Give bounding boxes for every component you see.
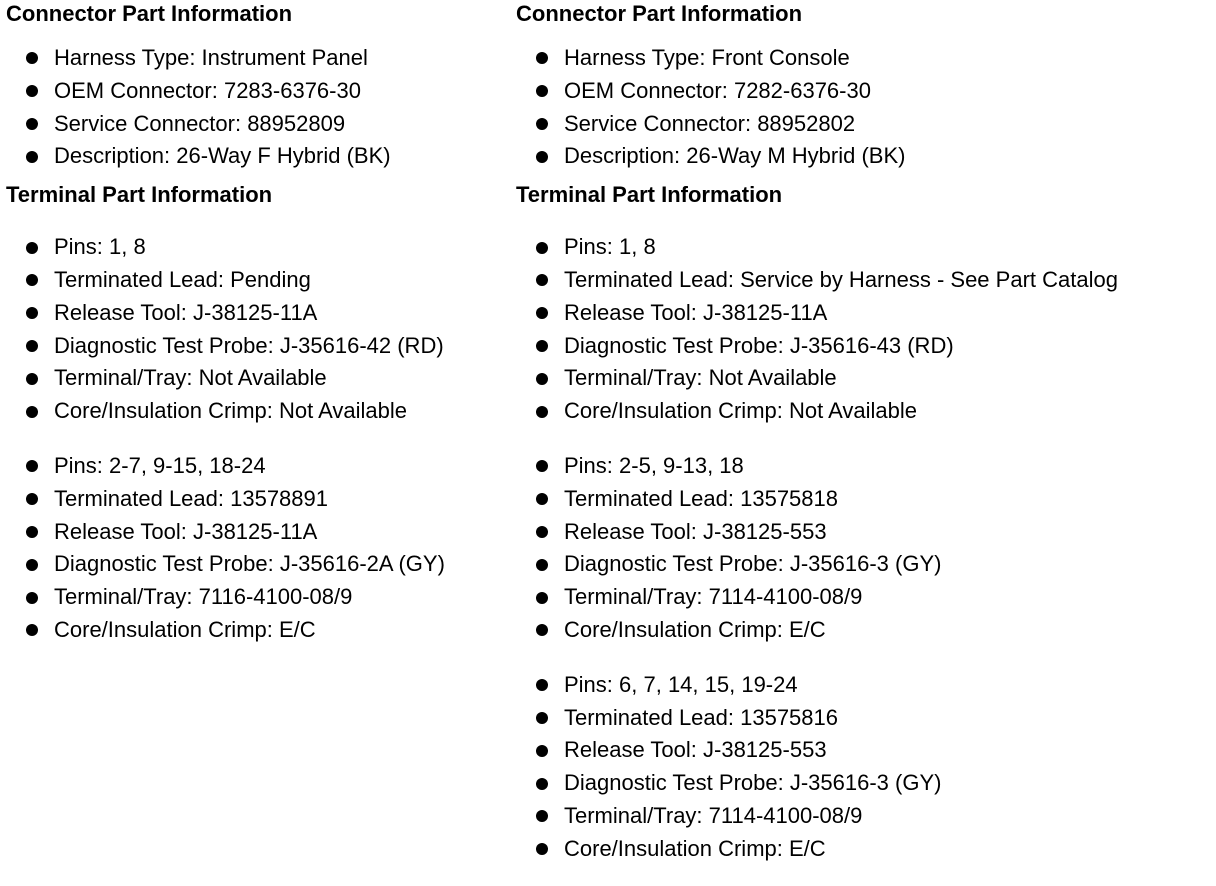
list-item-text: Release Tool: J-38125-11A bbox=[564, 299, 828, 325]
list-item-text: Diagnostic Test Probe: J-35616-3 (GY) bbox=[564, 770, 942, 796]
list-item-text: Service Connector: 88952802 bbox=[564, 110, 856, 136]
list-item bbox=[516, 702, 1214, 735]
bullet-icon bbox=[536, 406, 548, 418]
list-item bbox=[516, 362, 1214, 395]
bullet-icon bbox=[536, 242, 548, 254]
list-item bbox=[6, 614, 511, 647]
connector-list bbox=[6, 42, 511, 173]
list-item bbox=[516, 833, 1214, 866]
list-item-text: Release Tool: J-38125-553 bbox=[564, 737, 827, 763]
bullet-icon bbox=[26, 340, 38, 352]
bullet-icon bbox=[26, 373, 38, 385]
bullet-icon bbox=[26, 274, 38, 286]
list-item-text: Terminal/Tray: 7116-4100-08/9 bbox=[54, 584, 353, 610]
list-item bbox=[6, 264, 511, 297]
list-item-text: Release Tool: J-38125-11A bbox=[54, 518, 318, 544]
list-item bbox=[516, 669, 1214, 702]
list-item bbox=[6, 108, 511, 141]
list-item bbox=[516, 581, 1214, 614]
list-item-text: Description: 26-Way F Hybrid (BK) bbox=[54, 143, 391, 169]
terminal-list bbox=[516, 669, 1214, 866]
bullet-icon bbox=[536, 559, 548, 571]
bullet-icon bbox=[536, 307, 548, 319]
bullet-icon bbox=[26, 559, 38, 571]
bullet-icon bbox=[536, 778, 548, 790]
list-item-text: Harness Type: Instrument Panel bbox=[54, 45, 368, 70]
bullet-icon bbox=[26, 151, 38, 163]
list-item bbox=[6, 548, 511, 581]
bullet-icon bbox=[26, 406, 38, 418]
bullet-icon bbox=[26, 592, 38, 604]
list-item-text: Core/Insulation Crimp: Not Available bbox=[54, 398, 407, 424]
list-item bbox=[6, 330, 511, 363]
bullet-icon bbox=[26, 460, 38, 472]
list-item-text: OEM Connector: 7282-6376-30 bbox=[564, 77, 871, 103]
list-item-text: Core/Insulation Crimp: E/C bbox=[564, 616, 826, 642]
bullet-icon bbox=[26, 624, 38, 636]
list-item bbox=[516, 75, 1214, 108]
list-item bbox=[6, 395, 511, 428]
terminal-list bbox=[516, 450, 1214, 647]
list-item bbox=[516, 108, 1214, 141]
list-item-text: Terminal/Tray: Not Available bbox=[54, 365, 327, 391]
list-item bbox=[516, 231, 1214, 264]
right-column bbox=[516, 0, 1214, 866]
bullet-icon bbox=[536, 151, 548, 163]
list-item-text: Pins: 2-7, 9-15, 18-24 bbox=[54, 452, 266, 478]
list-item-text: Description: 26-Way M Hybrid (BK) bbox=[564, 143, 906, 169]
list-item-text: Diagnostic Test Probe: J-35616-3 (GY) bbox=[564, 551, 942, 577]
bullet-icon bbox=[536, 810, 548, 822]
list-item bbox=[6, 483, 511, 516]
bullet-icon bbox=[536, 526, 548, 538]
bullet-icon bbox=[536, 592, 548, 604]
list-item-text: Core/Insulation Crimp: E/C bbox=[54, 616, 316, 642]
list-item bbox=[6, 75, 511, 108]
list-item bbox=[6, 42, 511, 75]
list-item-text: Terminated Lead: 13575818 bbox=[564, 485, 838, 511]
list-item bbox=[516, 264, 1214, 297]
bullet-icon bbox=[536, 340, 548, 352]
bullet-icon bbox=[26, 118, 38, 130]
bullet-icon bbox=[536, 624, 548, 636]
list-item bbox=[516, 450, 1214, 483]
terminal-heading: Terminal Part Information bbox=[516, 182, 783, 208]
list-item-text: Pins: 2-5, 9-13, 18 bbox=[564, 452, 744, 478]
list-item-text: Release Tool: J-38125-11A bbox=[54, 299, 318, 325]
list-item-text: Service Connector: 88952809 bbox=[54, 110, 346, 136]
list-item bbox=[516, 395, 1214, 428]
bullet-icon bbox=[26, 493, 38, 505]
list-item bbox=[6, 450, 511, 483]
bullet-icon bbox=[536, 85, 548, 97]
list-item-text: Terminated Lead: Pending bbox=[54, 266, 311, 292]
bullet-icon bbox=[536, 712, 548, 724]
bullet-icon bbox=[536, 460, 548, 472]
terminal-heading: Terminal Part Information bbox=[6, 182, 273, 208]
bullet-icon bbox=[26, 85, 38, 97]
list-item bbox=[6, 140, 511, 173]
bullet-icon bbox=[536, 745, 548, 757]
list-item-text: Diagnostic Test Probe: J-35616-2A (GY) bbox=[54, 551, 445, 577]
list-item bbox=[6, 362, 511, 395]
list-item bbox=[516, 614, 1214, 647]
list-item bbox=[516, 483, 1214, 516]
list-item-text: Pins: 1, 8 bbox=[564, 234, 656, 260]
list-item bbox=[516, 734, 1214, 767]
bullet-icon bbox=[26, 526, 38, 538]
connector-heading: Connector Part Information bbox=[516, 1, 803, 26]
bullet-icon bbox=[536, 843, 548, 855]
list-item-text: Terminal/Tray: 7114-4100-08/9 bbox=[564, 584, 863, 610]
list-item-text: Release Tool: J-38125-553 bbox=[564, 518, 827, 544]
list-item bbox=[6, 297, 511, 330]
list-item-text: Core/Insulation Crimp: E/C bbox=[564, 835, 826, 861]
terminal-list bbox=[516, 231, 1214, 428]
list-item bbox=[6, 581, 511, 614]
list-item bbox=[516, 516, 1214, 549]
list-item bbox=[516, 767, 1214, 800]
bullet-icon bbox=[536, 493, 548, 505]
list-item-text: Diagnostic Test Probe: J-35616-43 (RD) bbox=[564, 332, 954, 358]
list-item bbox=[516, 800, 1214, 833]
terminal-list bbox=[6, 231, 511, 428]
list-item-text: Pins: 1, 8 bbox=[54, 234, 146, 260]
connector-list bbox=[516, 42, 1214, 173]
bullet-icon bbox=[536, 679, 548, 691]
bullet-icon bbox=[536, 274, 548, 286]
list-item-text: OEM Connector: 7283-6376-30 bbox=[54, 77, 361, 103]
bullet-icon bbox=[26, 52, 38, 64]
list-item-text: Terminal/Tray: 7114-4100-08/9 bbox=[564, 802, 863, 828]
list-item-text: Terminated Lead: Service by Harness - See Part Catalog bbox=[564, 266, 1118, 292]
list-item bbox=[6, 231, 511, 264]
terminal-list bbox=[6, 450, 511, 647]
list-item-text: Core/Insulation Crimp: Not Available bbox=[564, 398, 917, 424]
bullet-icon bbox=[536, 118, 548, 130]
list-item bbox=[516, 42, 1214, 75]
bullet-icon bbox=[536, 373, 548, 385]
bullet-icon bbox=[26, 242, 38, 254]
list-item-text: Terminal/Tray: Not Available bbox=[564, 365, 837, 391]
list-item bbox=[516, 140, 1214, 173]
list-item bbox=[516, 548, 1214, 581]
list-item bbox=[516, 297, 1214, 330]
list-item-text: Pins: 6, 7, 14, 15, 19-24 bbox=[564, 671, 798, 697]
bullet-icon bbox=[536, 52, 548, 64]
left-column bbox=[6, 0, 511, 647]
list-item-text: Terminated Lead: 13575816 bbox=[564, 704, 838, 730]
connector-heading: Connector Part Information bbox=[6, 1, 293, 26]
list-item-text: Terminated Lead: 13578891 bbox=[54, 485, 328, 511]
list-item-text: Harness Type: Front Console bbox=[564, 45, 850, 70]
list-item bbox=[6, 516, 511, 549]
list-item bbox=[516, 330, 1214, 363]
bullet-icon bbox=[26, 307, 38, 319]
list-item-text: Diagnostic Test Probe: J-35616-42 (RD) bbox=[54, 332, 444, 358]
